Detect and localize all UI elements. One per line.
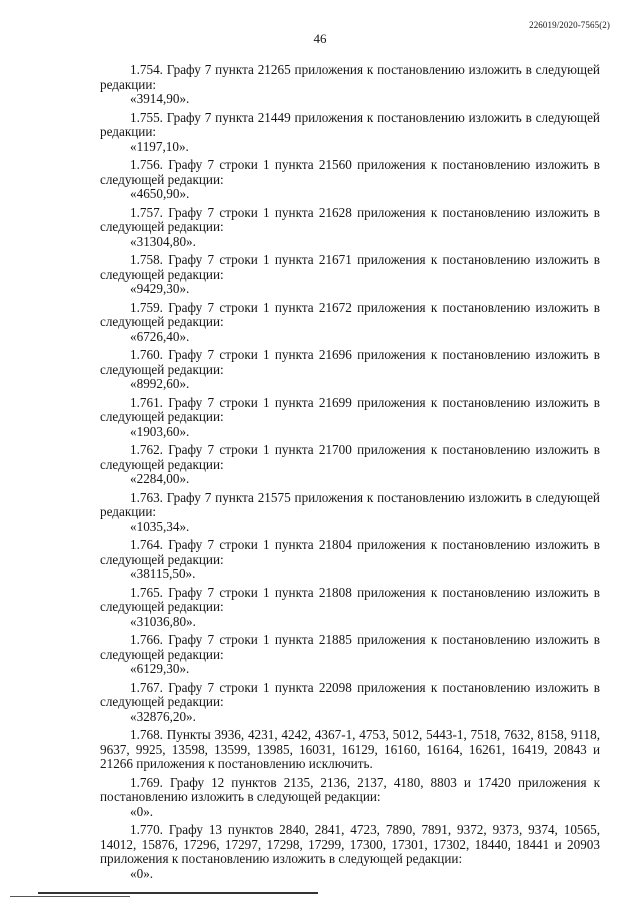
item-text: 1.760. Графу 7 строки 1 пункта 21696 приложения к постановлению изложить в следующей редакции:: [100, 347, 600, 377]
list-item: [100, 681, 600, 725]
list-item: [100, 728, 600, 772]
item-text: 1.766. Графу 7 строки 1 пункта 21885 приложения к постановлению изложить в следующей редакции:: [100, 632, 600, 662]
item-text: 1.770. Графу 13 пунктов 2840, 2841, 4723, 7890, 7891, 9372, 9373, 9374, 10565, 14012, 15876, 17296, 17297, 17298, 17299, 17300, 17301, 17302, 18440, 18441 и 20903 приложения к постановлению изложить в следующей редакции:: [100, 822, 600, 866]
item-value: «32876,20».: [130, 708, 196, 724]
list-item: [100, 776, 600, 820]
item-value: «1197,10».: [130, 138, 189, 154]
item-text: 1.758. Графу 7 строки 1 пункта 21671 приложения к постановлению изложить в следующей редакции:: [100, 252, 600, 282]
item-text: 1.765. Графу 7 строки 1 пункта 21808 приложения к постановлению изложить в следующей редакции:: [100, 584, 600, 614]
item-value: «6129,30».: [130, 661, 190, 676]
item-value: «0».: [130, 803, 154, 819]
item-text: 1.755. Графу 7 пункта 21449 приложения к постановлению изложить в следующей редакции:: [100, 109, 600, 139]
item-value: «6726,40».: [130, 328, 190, 344]
item-text: 1.764. Графу 7 строки 1 пункта 21804 приложения к постановлению изложить в следующей редакции:: [100, 537, 600, 567]
item-text: 1.761. Графу 7 строки 1 пункта 21699 приложения к постановлению изложить в следующей редакции:: [100, 394, 600, 424]
list-item: [100, 633, 600, 677]
list-item: [100, 63, 600, 107]
list-item: [100, 348, 600, 392]
item-text: 1.754. Графу 7 пункта 21265 приложения к постановлению изложить в следующей редакции:: [100, 62, 600, 92]
list-item: [100, 823, 600, 881]
item-value: «0».: [130, 865, 154, 881]
item-text: 1.757. Графу 7 строки 1 пункта 21628 приложения к постановлению изложить в следующей редакции:: [100, 204, 600, 234]
item-value: «38115,50».: [130, 566, 196, 581]
item-text: 1.763. Графу 7 пункта 21575 приложения к постановлению изложить в следующей редакции:: [100, 489, 600, 519]
item-text: 1.767. Графу 7 строки 1 пункта 22098 приложения к постановлению изложить в следующей редакции:: [100, 679, 600, 709]
list-item: [100, 538, 600, 582]
scan-edge-line: [10, 896, 130, 897]
list-item: [100, 443, 600, 487]
item-text: 1.762. Графу 7 строки 1 пункта 21700 приложения к постановлению изложить в следующей редакции:: [100, 442, 600, 472]
item-value: «8992,60».: [130, 376, 190, 391]
list-item: [100, 158, 600, 202]
item-value: «4650,90».: [130, 186, 190, 201]
item-value: «31036,80».: [130, 613, 196, 629]
list-item: [100, 586, 600, 630]
item-value: «2284,00».: [130, 471, 190, 486]
item-value: «3914,90».: [130, 91, 190, 106]
list-item: [100, 396, 600, 440]
item-value: «1903,60».: [130, 423, 190, 439]
scan-edge-line: [38, 892, 318, 894]
item-value: «31304,80».: [130, 233, 196, 249]
item-value: «1035,34».: [130, 518, 190, 534]
page-number: 46: [313, 31, 327, 46]
item-text: 1.759. Графу 7 строки 1 пункта 21672 приложения к постановлению изложить в следующей редакции:: [100, 299, 600, 329]
list-item: [100, 301, 600, 345]
list-item: [100, 111, 600, 155]
list-item: [100, 253, 600, 297]
item-text: 1.768. Пункты 3936, 4231, 4242, 4367-1, 4753, 5012, 5443-1, 7518, 7632, 8158, 9118, 9637, 9925, 13598, 13599, 13985, 16031, 16129, 16160, 16164, 16261, 16419, 20843 и 21266 приложения к постановлению исключить.: [100, 727, 600, 771]
list-item: [100, 491, 600, 535]
item-value: «9429,30».: [130, 281, 190, 296]
list-item: [100, 206, 600, 250]
document-body: [100, 63, 600, 885]
document-id: 226019/2020-7565(2): [529, 20, 610, 30]
item-text: 1.769. Графу 12 пунктов 2135, 2136, 2137, 4180, 8803 и 17420 приложения к постановлению изложить в следующей редакции:: [100, 774, 600, 804]
item-text: 1.756. Графу 7 строки 1 пункта 21560 приложения к постановлению изложить в следующей редакции:: [100, 157, 600, 187]
